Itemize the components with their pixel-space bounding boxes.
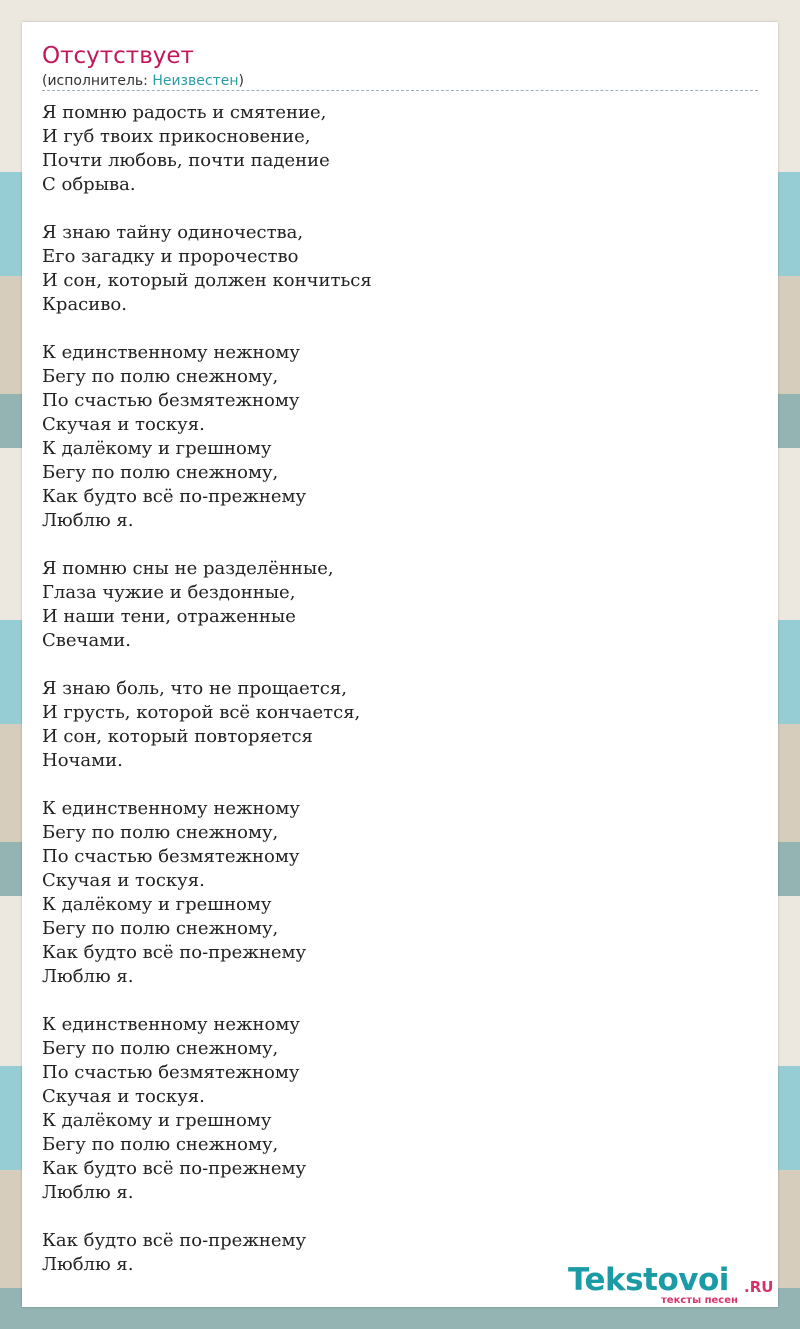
lyric-line: Я помню радость и смятение, — [42, 102, 327, 123]
stanza — [42, 557, 742, 653]
lyric-line: Я знаю тайну одиночества, — [42, 222, 304, 243]
lyric-line: И сон, который должен кончиться — [42, 270, 372, 291]
lyric-line: По счастью безмятежному — [42, 1062, 300, 1083]
lyric-line: Люблю я. — [42, 1182, 134, 1203]
lyric-line: И наши тени, отраженные — [42, 606, 296, 627]
title-divider — [42, 90, 758, 91]
lyric-line: Бегу по полю снежному, — [42, 366, 279, 387]
lyric-line: Скучая и тоскуя. — [42, 870, 205, 891]
lyric-line: И сон, который повторяется — [42, 726, 313, 747]
artist-prefix: (исполнитель: — [42, 73, 153, 89]
stanza — [42, 677, 742, 773]
lyric-line: Ночами. — [42, 750, 123, 771]
stanza — [42, 341, 742, 533]
lyric-line: Как будто всё по-прежнему — [42, 942, 307, 963]
lyric-line: Скучая и тоскуя. — [42, 1086, 205, 1107]
song-title: Отсутствует — [42, 43, 194, 69]
lyrics-card — [22, 22, 778, 1307]
lyric-line: К далёкому и грешному — [42, 1110, 272, 1131]
lyric-line: Люблю я. — [42, 510, 134, 531]
lyric-line: И грусть, которой всё кончается, — [42, 702, 361, 723]
lyric-line: Бегу по полю снежному, — [42, 918, 279, 939]
lyric-line: Люблю я. — [42, 1254, 134, 1275]
logo-tagline: тексты песен — [661, 1295, 738, 1306]
stanza — [42, 797, 742, 989]
lyric-line: К единственному нежному — [42, 798, 300, 819]
lyric-line: Я знаю боль, что не прощается, — [42, 678, 347, 699]
lyrics-text — [42, 101, 742, 1301]
lyric-line: Скучая и тоскуя. — [42, 414, 205, 435]
logo-name: Tekstovoi — [568, 1262, 729, 1298]
lyric-line: К единственному нежному — [42, 1014, 300, 1035]
lyric-line: Его загадку и пророчество — [42, 246, 299, 267]
lyric-line: Как будто всё по-прежнему — [42, 1158, 307, 1179]
artist-link[interactable]: Неизвестен — [152, 73, 239, 89]
site-logo[interactable] — [568, 1262, 778, 1308]
lyric-line: Свечами. — [42, 630, 131, 651]
lyric-line: Как будто всё по-прежнему — [42, 1230, 307, 1251]
lyric-line: Бегу по полю снежному, — [42, 1134, 279, 1155]
lyric-line: К единственному нежному — [42, 342, 300, 363]
lyric-line: По счастью безмятежному — [42, 846, 300, 867]
logo-tld: .RU — [744, 1278, 774, 1296]
artist-suffix: ) — [238, 73, 244, 89]
lyric-line: Люблю я. — [42, 966, 134, 987]
lyric-line: К далёкому и грешному — [42, 438, 272, 459]
lyric-line: Бегу по полю снежному, — [42, 462, 279, 483]
lyric-line: Бегу по полю снежному, — [42, 822, 279, 843]
lyric-line: Почти любовь, почти падение — [42, 150, 330, 171]
lyric-line: К далёкому и грешному — [42, 894, 272, 915]
stanza — [42, 221, 742, 317]
lyric-line: По счастью безмятежному — [42, 390, 300, 411]
lyric-line: Глаза чужие и бездонные, — [42, 582, 296, 603]
lyric-line: Я помню сны не разделённые, — [42, 558, 334, 579]
lyric-line: Красиво. — [42, 294, 127, 315]
lyric-line: Бегу по полю снежному, — [42, 1038, 279, 1059]
stanza — [42, 101, 742, 197]
lyric-line: И губ твоих прикосновение, — [42, 126, 311, 147]
stanza — [42, 1013, 742, 1205]
lyric-line: С обрыва. — [42, 174, 136, 195]
lyric-line: Как будто всё по-прежнему — [42, 486, 307, 507]
artist-line — [42, 72, 244, 90]
